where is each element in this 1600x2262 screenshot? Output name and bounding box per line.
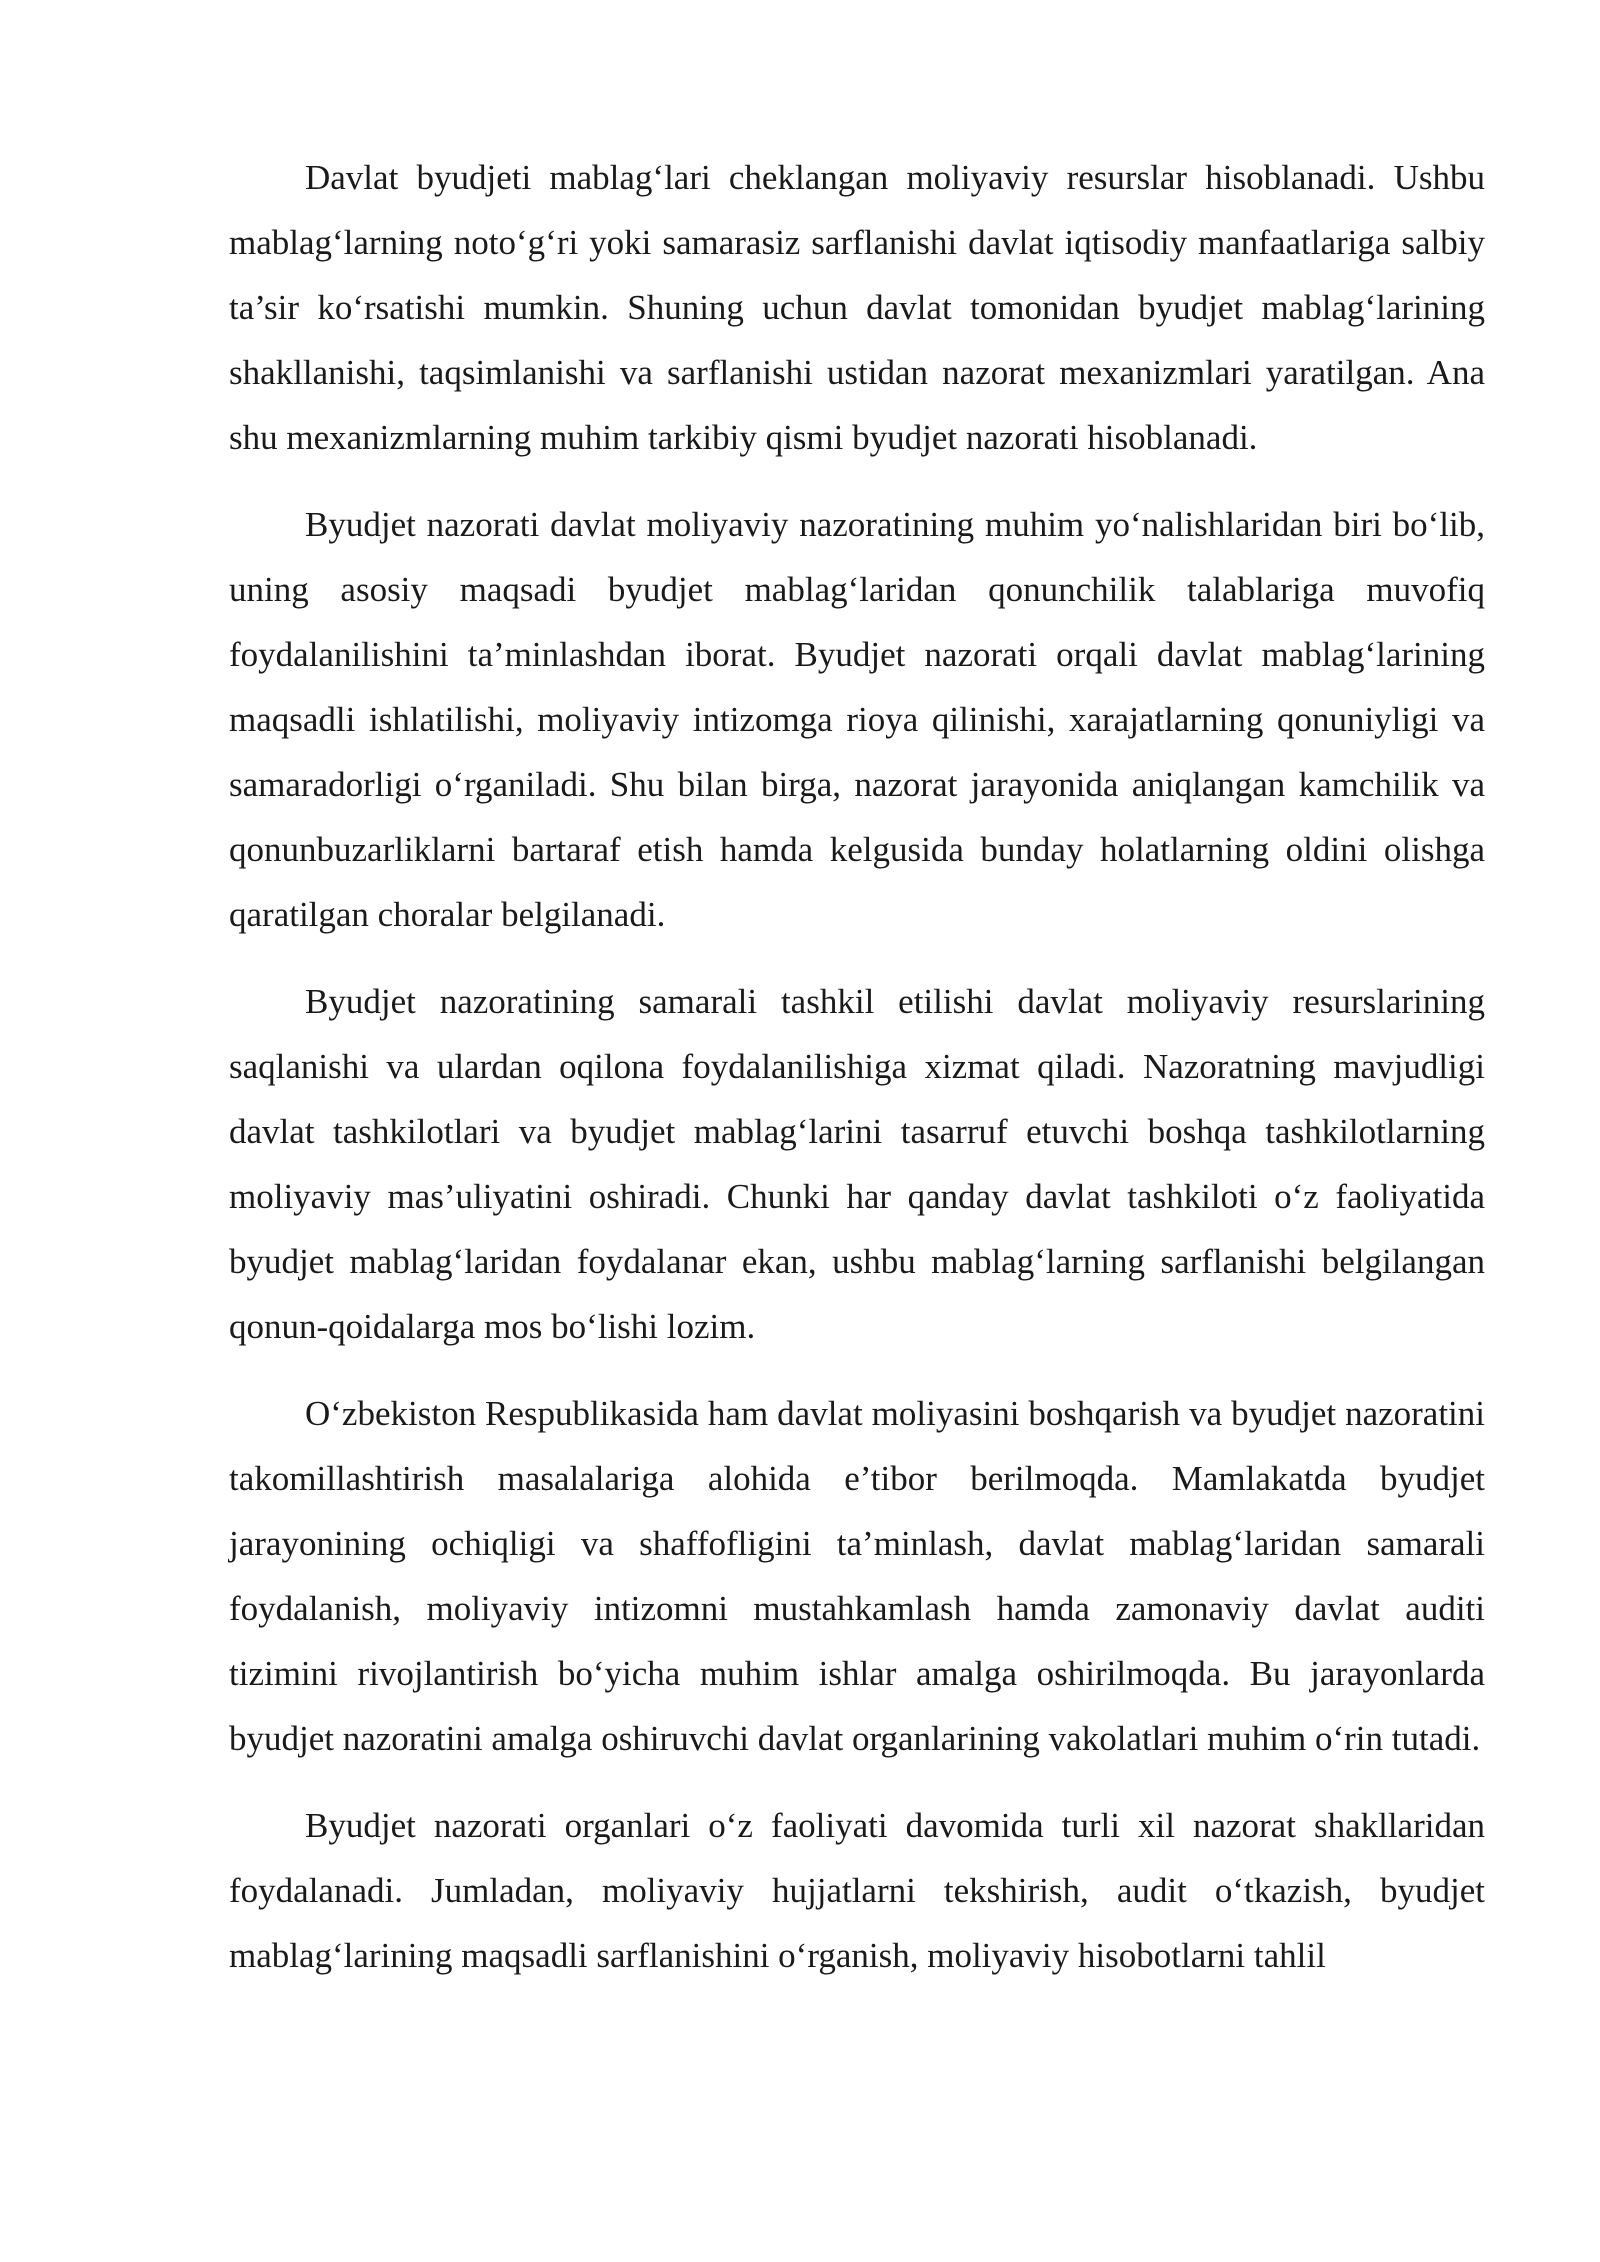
paragraph-5: Byudjet nazorati organlari o‘z faoliyati davomida turli xil nazorat shakllaridan foydalanadi. Jumladan, moliyaviy hujjatlarni tekshirish, audit o‘tkazish, byudjet mablag‘larining maqsadli sarflanishini o‘rganish, moliyaviy hisobotlarni tahlil — [229, 1806, 1485, 1975]
paragraph-1: Davlat byudjeti mablag‘lari cheklangan moliyaviy resurslar hisoblanadi. Ushbu mablag‘larning noto‘g‘ri yoki samarasiz sarflanishi davlat iqtisodiy manfaatlariga salbiy ta’sir ko‘rsatishi mumkin. Shuning uchun davlat tomonidan byudjet mablag‘larining shakllanishi, taqsimlanishi va sarflanishi ustidan nazorat mexanizmlari yaratilgan. Ana shu mexanizmlarning muhim tarkibiy qismi byudjet nazorati hisoblanadi. — [229, 158, 1485, 457]
paragraph-2: Byudjet nazorati davlat moliyaviy nazoratining muhim yo‘nalishlaridan biri bo‘lib, uning asosiy maqsadi byudjet mablag‘laridan qonunchilik talablariga muvofiq foydalanilishini ta’minlashdan iborat. Byudjet nazorati orqali davlat mablag‘larining maqsadli ishlatilishi, moliyaviy intizomga rioya qilinishi, xarajatlarning qonuniyligi va samaradorligi o‘rganiladi. Shu bilan birga, nazorat jarayonida aniqlangan kamchilik va qonunbuzarliklarni bartaraf etish hamda kelgusida bunday holatlarning oldini olishga qaratilgan choralar belgilanadi. — [229, 505, 1485, 934]
document-body — [229, 145, 1485, 2010]
paragraph-3: Byudjet nazoratining samarali tashkil etilishi davlat moliyaviy resurslarining saqlanishi va ulardan oqilona foydalanilishiga xizmat qiladi. Nazoratning mavjudligi davlat tashkilotlari va byudjet mablag‘larini tasarruf etuvchi boshqa tashkilotlarning moliyaviy mas’uliyatini oshiradi. Chunki har qanday davlat tashkiloti o‘z faoliyatida byudjet mablag‘laridan foydalanar ekan, ushbu mablag‘larning sarflanishi belgilangan qonun-qoidalarga mos bo‘lishi lozim. — [229, 982, 1485, 1346]
paragraph-4: O‘zbekiston Respublikasida ham davlat moliyasini boshqarish va byudjet nazoratini takomillashtirish masalalariga alohida e’tibor berilmoqda. Mamlakatda byudjet jarayonining ochiqligi va shaffofligini ta’minlash, davlat mablag‘laridan samarali foydalanish, moliyaviy intizomni mustahkamlash hamda zamonaviy davlat auditi tizimini rivojlantirish bo‘yicha muhim ishlar amalga oshirilmoqda. Bu jarayonlarda byudjet nazoratini amalga oshiruvchi davlat organlarining vakolatlari muhim o‘rin tutadi. — [229, 1394, 1485, 1758]
